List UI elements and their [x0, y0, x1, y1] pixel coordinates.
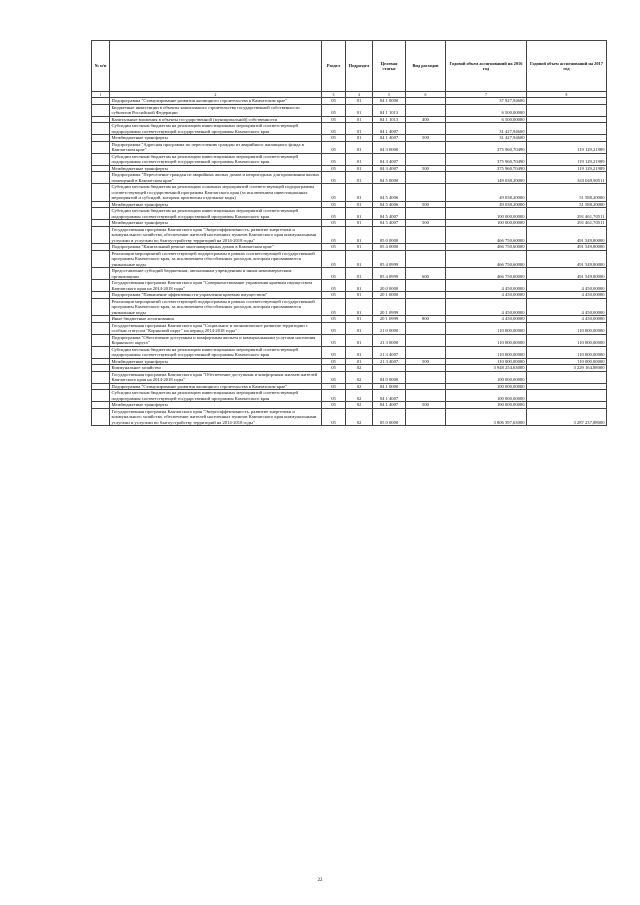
row-2017-cell: 110 000,00000: [527, 358, 607, 365]
row-name-cell: Субсидии местным бюджетам на реализацию инвестиционных мероприятий соответствующей подпрограммы соответствующей государственной программы Камчатского края: [110, 123, 322, 135]
row-tsel-cell: 21 3 4007: [373, 346, 406, 358]
table-row: [92, 172, 607, 184]
row-2016-cell: 31 427,94600: [446, 135, 527, 142]
page-number: 22: [317, 878, 323, 883]
table-row: [92, 208, 607, 220]
row-tsel-cell: 04 5 0000: [373, 172, 406, 184]
row-vid-cell: [406, 172, 446, 184]
row-vid-cell: [406, 334, 446, 346]
row-name-cell: Подпрограмма "Переселение граждан из аварийных жилых домов и непригодных для проживания жилых помещений в Камчатском крае": [110, 172, 322, 184]
row-razdel-cell: 05: [322, 172, 346, 184]
row-razdel-cell: 05: [322, 98, 346, 105]
row-podrazdel-cell: 01: [346, 298, 373, 316]
row-vid-cell: 800: [406, 316, 446, 323]
row-2017-cell: 51 588,20000: [527, 184, 607, 202]
row-2017-cell: 119 129,21989: [527, 153, 607, 165]
row-2017-cell: 343 049,90511: [527, 172, 607, 184]
row-2016-cell: 375 960,70490: [446, 165, 527, 172]
row-2017-cell: 119 129,21989: [527, 165, 607, 172]
row-podrazdel-cell: 01: [346, 316, 373, 323]
row-tsel-cell: 05 4 0000: [373, 244, 406, 251]
row-tsel-cell: 04 5 4006: [373, 201, 406, 208]
row-2016-cell: 110 000,00000: [446, 358, 527, 365]
row-razdel-cell: 05: [322, 141, 346, 153]
row-num-cell: [92, 408, 110, 426]
row-razdel-cell: 05: [322, 201, 346, 208]
row-2017-cell: 291 461,70511: [527, 220, 607, 227]
row-vid-cell: 600: [406, 268, 446, 280]
row-2017-cell: 4 450,00000: [527, 280, 607, 292]
row-tsel-cell: 04 5 4007: [373, 208, 406, 220]
table-row: [92, 322, 607, 334]
row-num-cell: [92, 172, 110, 184]
row-podrazdel-cell: 01: [346, 226, 373, 244]
row-tsel-cell: 05 0 0000: [373, 408, 406, 426]
row-num-cell: [92, 141, 110, 153]
row-podrazdel-cell: 01: [346, 250, 373, 268]
row-name-cell: Государственная программа Камчатского края "Энергоэффективность, развитие энергетики и коммунального хозяйства, обеспечение жителей населенных пунктов Камчатского края коммунальными услугами и услугами по благоустройству территорий на 2014-2018 годы": [110, 226, 322, 244]
row-name-cell: Предоставление субсидий бюджетным, автономным учреждениям и иным некоммерческим организациям: [110, 268, 322, 280]
row-2016-cell: 49 038,20000: [446, 201, 527, 208]
row-vid-cell: [406, 184, 446, 202]
row-2016-cell: 100 000,00000: [446, 402, 527, 409]
row-razdel-cell: 05: [322, 226, 346, 244]
row-name-cell: Подпрограмма "Стимулирование развития жилищного строительства в Камчатском крае": [110, 383, 322, 390]
row-podrazdel-cell: 01: [346, 172, 373, 184]
row-podrazdel-cell: 01: [346, 208, 373, 220]
row-vid-cell: 500: [406, 201, 446, 208]
row-podrazdel-cell: 01: [346, 123, 373, 135]
row-num-cell: [92, 153, 110, 165]
row-tsel-cell: 05 4 0999: [373, 250, 406, 268]
row-razdel-cell: 05: [322, 402, 346, 409]
row-tsel-cell: 04 1 0000: [373, 98, 406, 105]
row-vid-cell: [406, 104, 446, 116]
row-num-cell: [92, 280, 110, 292]
row-vid-cell: 500: [406, 165, 446, 172]
row-vid-cell: 500: [406, 358, 446, 365]
header-2017: Годовой объем ассигнований на 2017 год: [527, 41, 607, 92]
row-num-cell: [92, 346, 110, 358]
row-2017-cell: 110 000,00000: [527, 322, 607, 334]
row-podrazdel-cell: 01: [346, 116, 373, 123]
row-num-cell: [92, 123, 110, 135]
row-2017-cell: 491 549,80000: [527, 244, 607, 251]
row-name-cell: Межбюджетные трансферты: [110, 165, 322, 172]
row-name-cell: Подпрограмма "Адресная программа по переселению граждан из аварийного жилищного фонда в Камчатском крае": [110, 141, 322, 153]
row-name-cell: Иные бюджетные ассигнования: [110, 316, 322, 323]
row-name-cell: Коммунальное хозяйство: [110, 365, 322, 372]
row-podrazdel-cell: 02: [346, 371, 373, 383]
row-2017-cell: 3 229 164,88000: [527, 365, 607, 372]
header-num: № п/п: [92, 41, 110, 92]
row-razdel-cell: 05: [322, 334, 346, 346]
row-vid-cell: [406, 390, 446, 402]
col-index: 5: [373, 92, 406, 98]
row-name-cell: Подпрограмма "Обеспечение доступным и комфортным жильем и коммунальными услугами населения Корякского округа": [110, 334, 322, 346]
row-name-cell: Бюджетные инвестиции в объекты капитального строительства государственной собственности субъектов Российской Федерации: [110, 104, 322, 116]
row-vid-cell: [406, 123, 446, 135]
row-podrazdel-cell: 01: [346, 201, 373, 208]
row-razdel-cell: 05: [322, 268, 346, 280]
row-2017-cell: 4 450,00000: [527, 298, 607, 316]
row-2017-cell: [527, 390, 607, 402]
row-2017-cell: 110 000,00000: [527, 334, 607, 346]
table-row: [92, 104, 607, 116]
row-podrazdel-cell: 01: [346, 322, 373, 334]
row-podrazdel-cell: 01: [346, 358, 373, 365]
row-razdel-cell: 05: [322, 390, 346, 402]
table-row: [92, 334, 607, 346]
row-vid-cell: [406, 153, 446, 165]
row-tsel-cell: 04 1 4007: [373, 135, 406, 142]
row-podrazdel-cell: 02: [346, 365, 373, 372]
col-index: 3: [322, 92, 346, 98]
row-name-cell: Государственная программа Камчатского края "Совершенствование управления краевым имуществом Камчатского края на 2014-2018 годы": [110, 280, 322, 292]
table-row: [92, 250, 607, 268]
row-2017-cell: 3 287 237,88000: [527, 408, 607, 426]
row-2016-cell: 4 450,00000: [446, 316, 527, 323]
row-podrazdel-cell: 01: [346, 280, 373, 292]
row-razdel-cell: 05: [322, 365, 346, 372]
row-2016-cell: 100 000,00000: [446, 371, 527, 383]
table-row: [92, 280, 607, 292]
row-num-cell: [92, 322, 110, 334]
row-podrazdel-cell: 01: [346, 135, 373, 142]
table-row: [92, 346, 607, 358]
row-podrazdel-cell: 01: [346, 98, 373, 105]
row-num-cell: [92, 390, 110, 402]
row-2016-cell: 31 427,94600: [446, 123, 527, 135]
header-razdel: Раздел: [322, 41, 346, 92]
row-razdel-cell: 05: [322, 322, 346, 334]
row-name-cell: Межбюджетные трансферты: [110, 358, 322, 365]
header-podrazdel: Подраздел: [346, 41, 373, 92]
row-tsel-cell: 04 3 4007: [373, 165, 406, 172]
col-index: 2: [110, 92, 322, 98]
row-podrazdel-cell: 01: [346, 184, 373, 202]
row-tsel-cell: 04 1 4007: [373, 390, 406, 402]
table-row: [92, 408, 607, 426]
row-razdel-cell: 05: [322, 135, 346, 142]
row-vid-cell: [406, 371, 446, 383]
row-2016-cell: 110 000,00000: [446, 334, 527, 346]
budget-table: [91, 40, 607, 426]
row-tsel-cell: 04 0 0000: [373, 371, 406, 383]
row-vid-cell: [406, 226, 446, 244]
row-2016-cell: 3 806 397,63000: [446, 408, 527, 426]
row-2016-cell: 110 000,00000: [446, 322, 527, 334]
header-name: [110, 41, 322, 92]
row-2017-cell: 491 549,80000: [527, 268, 607, 280]
header-row: [92, 41, 607, 92]
row-name-cell: Субсидии местным бюджетам на реализацию инвестиционных мероприятий соответствующей подпрограммы соответствующей государственной программы Камчатского края: [110, 390, 322, 402]
col-index: 6: [406, 92, 446, 98]
row-razdel-cell: 05: [322, 165, 346, 172]
row-2017-cell: 4 450,00000: [527, 316, 607, 323]
row-tsel-cell: 20 1 0000: [373, 292, 406, 299]
row-2016-cell: 149 038,20000: [446, 172, 527, 184]
row-razdel-cell: 05: [322, 123, 346, 135]
row-podrazdel-cell: 01: [346, 244, 373, 251]
row-2016-cell: 4 450,00000: [446, 292, 527, 299]
row-num-cell: [92, 184, 110, 202]
row-2016-cell: 4 450,00000: [446, 298, 527, 316]
row-vid-cell: [406, 298, 446, 316]
row-name-cell: Межбюджетные трансферты: [110, 201, 322, 208]
row-2016-cell: 100 000,00000: [446, 383, 527, 390]
row-podrazdel-cell: 01: [346, 346, 373, 358]
row-num-cell: [92, 334, 110, 346]
header-tsel: Целевая статья: [373, 41, 406, 92]
row-2017-cell: [527, 123, 607, 135]
row-2016-cell: 49 038,20000: [446, 184, 527, 202]
row-2016-cell: 3 948 254,63000: [446, 365, 527, 372]
row-razdel-cell: 05: [322, 346, 346, 358]
row-2017-cell: 491 549,80000: [527, 226, 607, 244]
row-2016-cell: 375 960,70490: [446, 141, 527, 153]
col-index: 1: [92, 92, 110, 98]
row-razdel-cell: 05: [322, 292, 346, 299]
row-num-cell: [92, 268, 110, 280]
row-tsel-cell: 05 0 0000: [373, 226, 406, 244]
row-name-cell: Капитальные вложения в объекты государственной (муниципальной) собственности: [110, 116, 322, 123]
row-tsel-cell: 04 3 0000: [373, 141, 406, 153]
row-vid-cell: [406, 280, 446, 292]
row-podrazdel-cell: 02: [346, 390, 373, 402]
row-razdel-cell: 05: [322, 208, 346, 220]
row-vid-cell: [406, 322, 446, 334]
row-name-cell: Субсидии местным бюджетам на реализацию инвестиционных мероприятий соответствующей подпрограммы соответствующей государственной программы Камчатского края: [110, 208, 322, 220]
table-row: [92, 298, 607, 316]
row-razdel-cell: 05: [322, 280, 346, 292]
row-tsel-cell: 20 1 0999: [373, 298, 406, 316]
row-2017-cell: 491 549,80000: [527, 250, 607, 268]
row-tsel-cell: 21 3 4007: [373, 358, 406, 365]
row-podrazdel-cell: 01: [346, 220, 373, 227]
row-name-cell: Субсидии местным бюджетам на реализацию основных мероприятий соответствующей подпрограммы соответствующей государственной программы Камчатского края (за исключением инвестиционных мероприятий и субсидий, которым присвоены отдельные коды): [110, 184, 322, 202]
row-2016-cell: 466 750,60000: [446, 250, 527, 268]
row-name-cell: Государственная программа Камчатского края "Обеспечение доступным и комфортным жильем жителей Камчатского края на 2014-2018 годы": [110, 371, 322, 383]
row-name-cell: Субсидии местным бюджетам на реализацию инвестиционных мероприятий соответствующей подпрограммы соответствующей государственной программы Камчатского края: [110, 153, 322, 165]
row-tsel-cell: 04 1 1013: [373, 116, 406, 123]
row-name-cell: Межбюджетные трансферты: [110, 220, 322, 227]
row-2016-cell: 466 750,60000: [446, 268, 527, 280]
row-num-cell: [92, 104, 110, 116]
row-vid-cell: [406, 346, 446, 358]
row-podrazdel-cell: 01: [346, 334, 373, 346]
row-2016-cell: 100 000,00000: [446, 390, 527, 402]
row-num-cell: [92, 250, 110, 268]
row-name-cell: Реализация мероприятий соответствующей подпрограммы в рамках соответствующей государственной программы Камчатского края, за исключением обособленных расходов, которым присваиваются уникальные коды: [110, 298, 322, 316]
row-vid-cell: 500: [406, 402, 446, 409]
row-podrazdel-cell: 01: [346, 141, 373, 153]
col-index: 7: [446, 92, 527, 98]
row-vid-cell: [406, 208, 446, 220]
row-vid-cell: [406, 250, 446, 268]
row-podrazdel-cell: 02: [346, 402, 373, 409]
row-razdel-cell: 05: [322, 244, 346, 251]
col-index: 8: [527, 92, 607, 98]
row-name-cell: Подпрограмма "Стимулирование развития жилищного строительства в Камчатском крае": [110, 98, 322, 105]
row-tsel-cell: 05 4 0999: [373, 268, 406, 280]
table-row: [92, 371, 607, 383]
row-podrazdel-cell: 02: [346, 383, 373, 390]
row-razdel-cell: 05: [322, 371, 346, 383]
row-name-cell: Межбюджетные трансферты: [110, 402, 322, 409]
row-name-cell: Подпрограмма "Повышение эффективности управления краевым имуществом": [110, 292, 322, 299]
table-row: [92, 123, 607, 135]
row-tsel-cell: 04 1 4007: [373, 402, 406, 409]
row-tsel-cell: 21 3 0000: [373, 334, 406, 346]
row-2017-cell: 291 461,70511: [527, 208, 607, 220]
row-razdel-cell: 05: [322, 153, 346, 165]
row-tsel-cell: 04 3 4007: [373, 153, 406, 165]
row-tsel-cell: 04 1 1013: [373, 104, 406, 116]
row-name-cell: Субсидии местным бюджетам на реализацию инвестиционных мероприятий соответствующей подпрограммы соответствующей государственной программы Камчатского края: [110, 346, 322, 358]
row-podrazdel-cell: 01: [346, 153, 373, 165]
row-name-cell: Государственная программа Камчатского края "Социальное и экономическое развитие территории с особым статусом "Корякский округ" на период 2014-2018 годы": [110, 322, 322, 334]
row-tsel-cell: 04 5 4007: [373, 220, 406, 227]
row-2017-cell: 119 129,21989: [527, 141, 607, 153]
row-razdel-cell: 05: [322, 104, 346, 116]
row-tsel-cell: 20 0 0000: [373, 280, 406, 292]
row-2016-cell: 6 500,00000: [446, 104, 527, 116]
row-podrazdel-cell: 02: [346, 408, 373, 426]
row-2016-cell: 37 927,94600: [446, 98, 527, 105]
row-tsel-cell: 20 1 0999: [373, 316, 406, 323]
header-2016: Годовой объем ассигнований на 2016 год: [446, 41, 527, 92]
row-2016-cell: 466 750,60000: [446, 244, 527, 251]
row-vid-cell: [406, 141, 446, 153]
row-num-cell: [92, 226, 110, 244]
row-razdel-cell: 05: [322, 184, 346, 202]
row-vid-cell: [406, 408, 446, 426]
row-2016-cell: 100 000,00000: [446, 208, 527, 220]
row-razdel-cell: 05: [322, 316, 346, 323]
row-tsel-cell: 21 0 0000: [373, 322, 406, 334]
table-row: [92, 141, 607, 153]
row-2017-cell: 110 000,00000: [527, 346, 607, 358]
row-num-cell: [92, 208, 110, 220]
table-row: [92, 226, 607, 244]
row-razdel-cell: 05: [322, 358, 346, 365]
col-index: 4: [346, 92, 373, 98]
row-name-cell: Государственная программа Камчатского края "Энергоэффективность, развитие энергетики и коммунального хозяйства, обеспечение жителей населенных пунктов Камчатского края коммунальными услугами и услугами по благоустройству территорий на 2014-2018 годы": [110, 408, 322, 426]
row-2016-cell: 4 450,00000: [446, 280, 527, 292]
row-2016-cell: 375 960,70490: [446, 153, 527, 165]
budget-table-page: [91, 40, 606, 426]
header-vid: Вид расходов: [406, 41, 446, 92]
row-num-cell: [92, 371, 110, 383]
row-name-cell: Реализация мероприятий соответствующей подпрограммы в рамках соответствующей государственной программы Камчатского края, за исключением обособленных расходов, которым присваиваются уникальные коды: [110, 250, 322, 268]
row-name-cell: Межбюджетные трансферты: [110, 135, 322, 142]
row-podrazdel-cell: 01: [346, 104, 373, 116]
row-2016-cell: 6 500,00000: [446, 116, 527, 123]
row-razdel-cell: 05: [322, 220, 346, 227]
row-tsel-cell: 04 1 0000: [373, 383, 406, 390]
row-vid-cell: 500: [406, 135, 446, 142]
row-vid-cell: 500: [406, 220, 446, 227]
row-razdel-cell: 05: [322, 298, 346, 316]
row-razdel-cell: 05: [322, 250, 346, 268]
row-podrazdel-cell: 01: [346, 165, 373, 172]
row-2017-cell: [527, 104, 607, 116]
row-razdel-cell: 05: [322, 116, 346, 123]
row-tsel-cell: 04 1 4007: [373, 123, 406, 135]
row-2016-cell: 110 000,00000: [446, 346, 527, 358]
row-tsel-cell: 04 5 4006: [373, 184, 406, 202]
row-razdel-cell: 05: [322, 408, 346, 426]
row-2017-cell: [527, 371, 607, 383]
row-podrazdel-cell: 01: [346, 292, 373, 299]
row-razdel-cell: 05: [322, 383, 346, 390]
row-2017-cell: 51 588,20000: [527, 201, 607, 208]
table-row: [92, 184, 607, 202]
row-name-cell: Подпрограмма "Капитальный ремонт многоквартирных домов в Камчатском крае": [110, 244, 322, 251]
row-podrazdel-cell: 01: [346, 268, 373, 280]
row-2017-cell: 4 450,00000: [527, 292, 607, 299]
table-row: [92, 390, 607, 402]
table-row: [92, 268, 607, 280]
row-num-cell: [92, 298, 110, 316]
table-row: [92, 153, 607, 165]
row-2016-cell: 466 750,60000: [446, 226, 527, 244]
row-2016-cell: 100 000,00000: [446, 220, 527, 227]
row-vid-cell: 400: [406, 116, 446, 123]
